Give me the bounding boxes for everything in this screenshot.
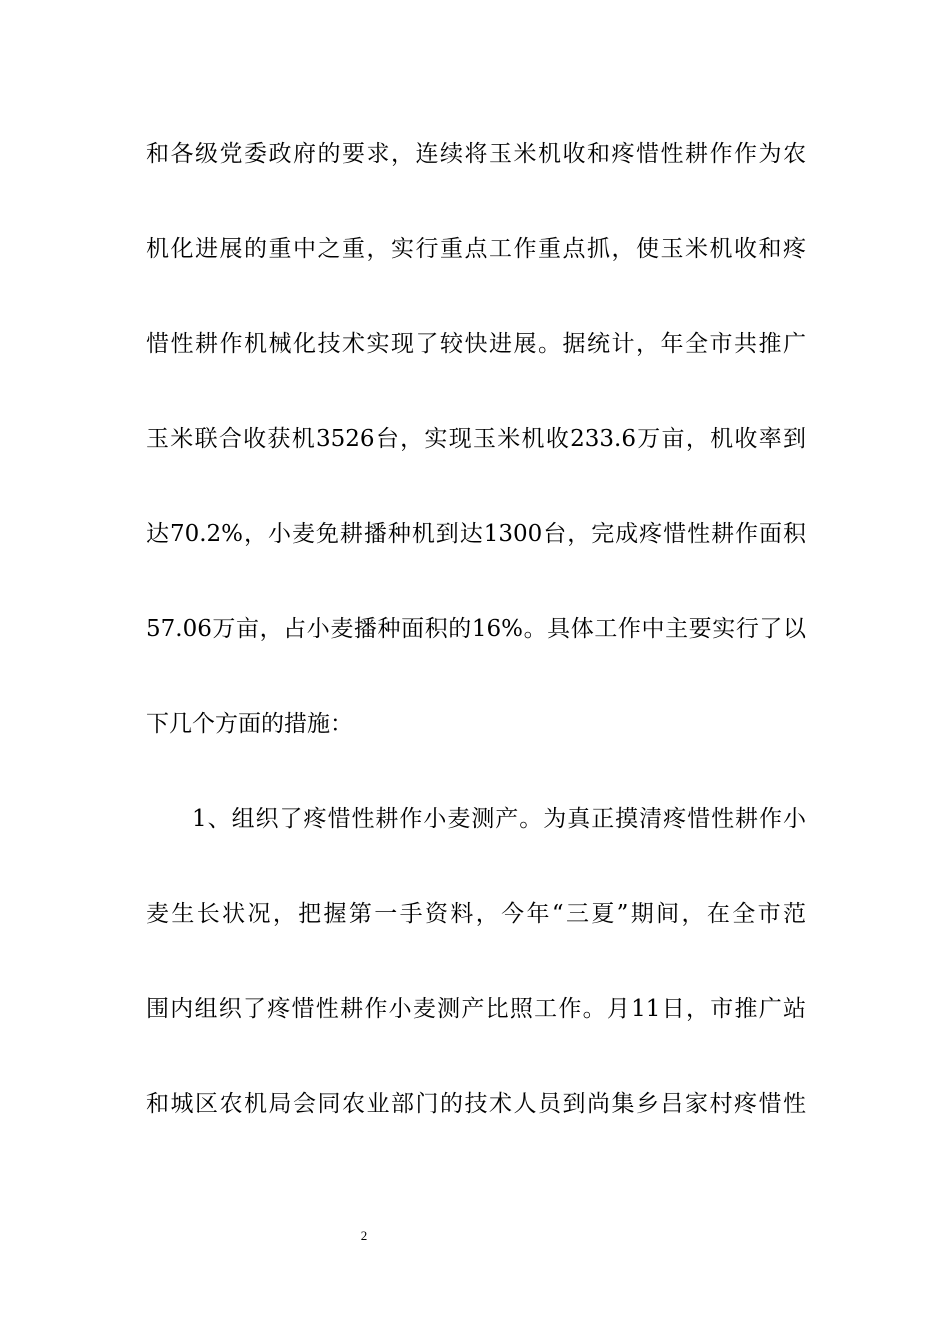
text-line-5: 达70.2%，小麦免耕播种机到达1300台，完成疼惜性耕作面积 [146, 521, 806, 547]
text-line-4: 玉米联合收获机3526台，实现玉米机收233.6万亩，机收率到 [146, 426, 806, 452]
text-line-9: 麦生长状况，把握第一手资料，今年“三夏”期间，在全市范 [146, 901, 806, 927]
text-line-10: 围内组织了疼惜性耕作小麦测产比照工作。月11日，市推广站 [146, 996, 806, 1022]
text-line-7: 下几个方面的措施： [146, 711, 353, 737]
text-line-1: 和各级党委政府的要求，连续将玉米机收和疼惜性耕作作为农 [146, 141, 806, 167]
text-line-8: 1、组织了疼惜性耕作小麦测产。为真正摸清疼惜性耕作小 [192, 806, 806, 832]
text-line-3: 惜性耕作机械化技术实现了较快进展。据统计，年全市共推广 [146, 331, 806, 357]
text-line-6: 57.06万亩，占小麦播种面积的16%。具体工作中主要实行了以 [146, 616, 806, 642]
text-line-11: 和城区农机局会同农业部门的技术人员到尚集乡吕家村疼惜性 [146, 1091, 806, 1117]
text-line-2: 机化进展的重中之重，实行重点工作重点抓，使玉米机收和疼 [146, 236, 806, 262]
page-number: 2 [360, 1228, 368, 1243]
